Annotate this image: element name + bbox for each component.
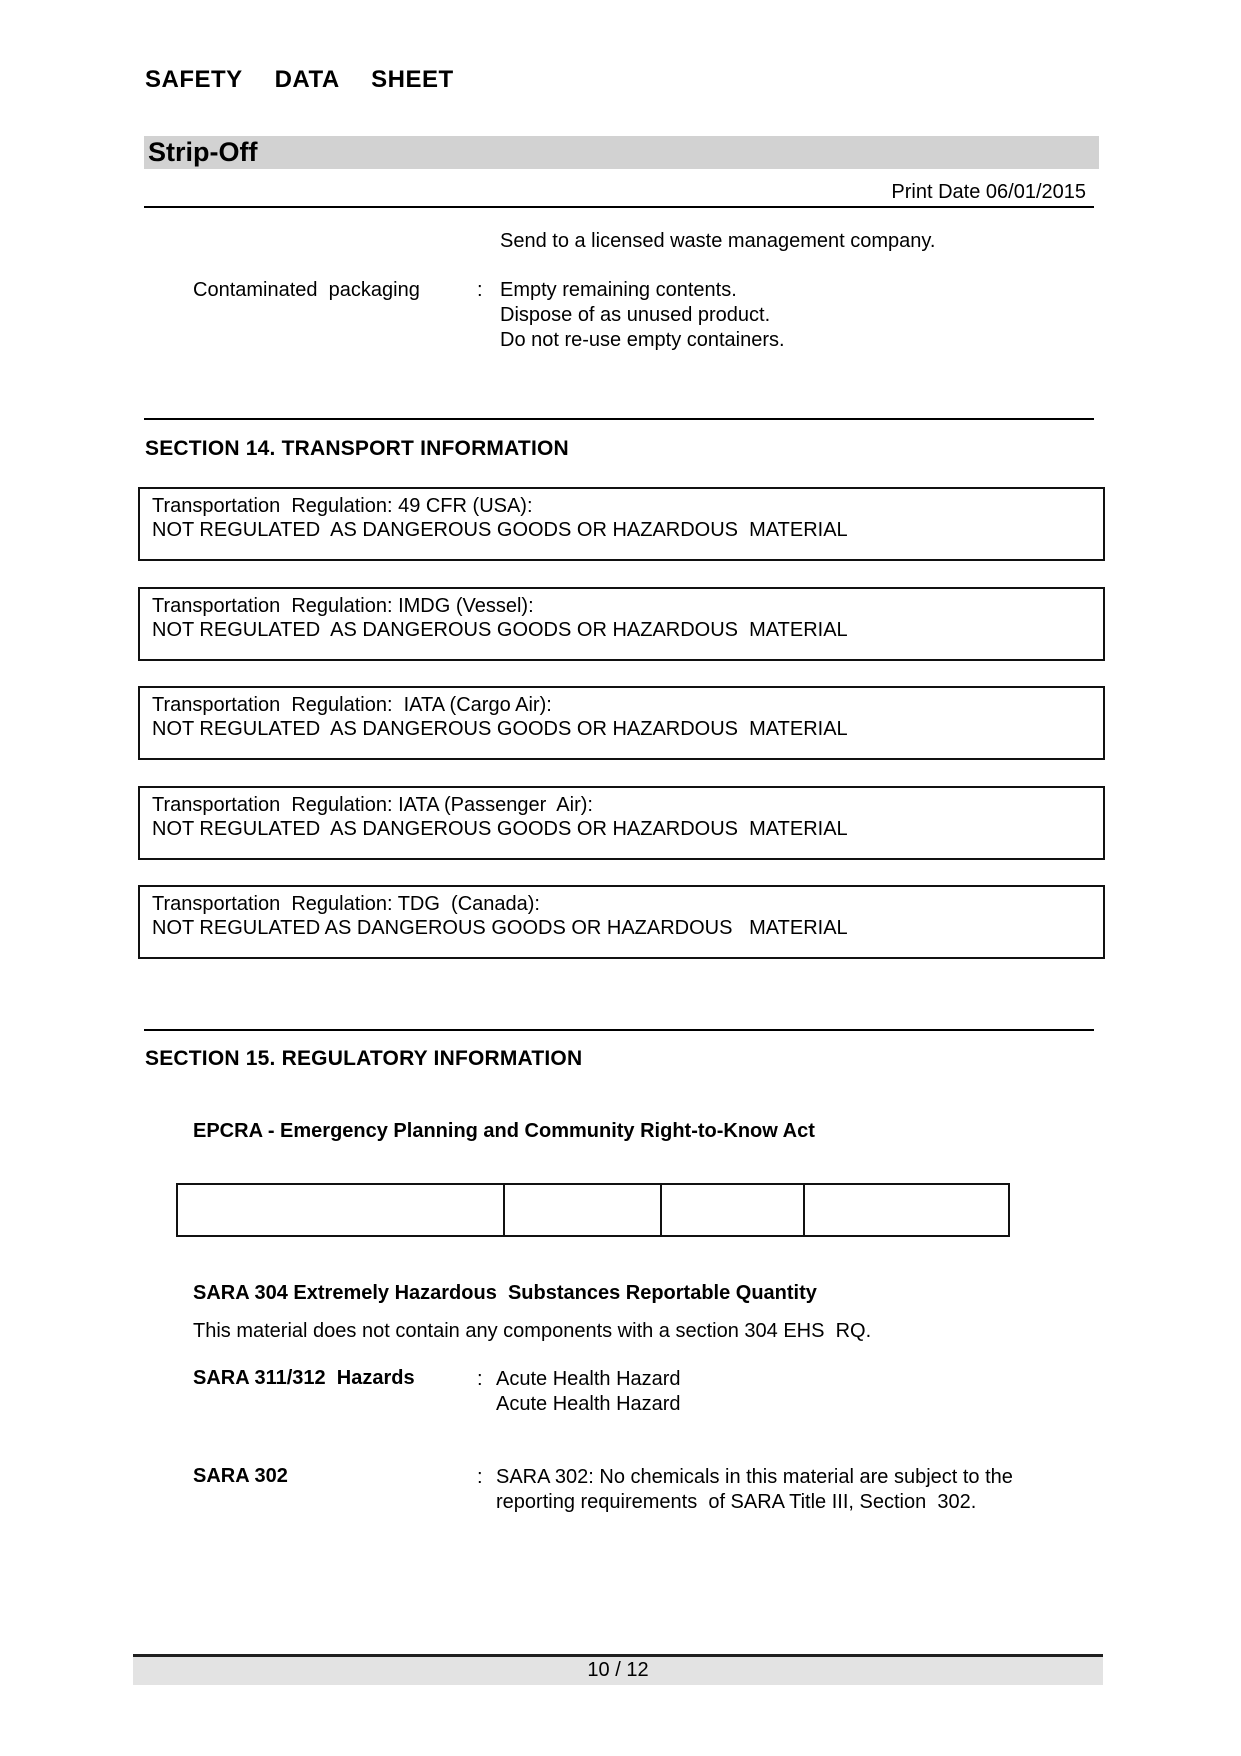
transport-regulation-status: NOT REGULATED AS DANGEROUS GOODS OR HAZARDOUS MATERIAL <box>152 718 848 740</box>
sara-311-312-colon: : <box>477 1368 483 1390</box>
sara-311-312-value: Acute Health Hazard <box>496 1368 681 1390</box>
document-title: SAFETY DATA SHEET <box>145 66 454 93</box>
sara-311-312-label: SARA 311/312 Hazards <box>193 1367 415 1389</box>
transport-regulation-status: NOT REGULATED AS DANGEROUS GOODS OR HAZARDOUS MATERIAL <box>152 619 848 641</box>
transport-regulation-status: NOT REGULATED AS DANGEROUS GOODS OR HAZARDOUS MATERIAL <box>152 519 848 541</box>
contaminated-packaging-line: Do not re-use empty containers. <box>500 329 785 351</box>
transport-regulation-status: NOT REGULATED AS DANGEROUS GOODS OR HAZARDOUS MATERIAL <box>152 917 848 939</box>
section-14-divider <box>144 418 1094 420</box>
sara-302-statement <box>496 1465 1013 1515</box>
transport-regulation-status: NOT REGULATED AS DANGEROUS GOODS OR HAZARDOUS MATERIAL <box>152 818 848 840</box>
epcra-table-cell <box>178 1185 505 1235</box>
sara-304-heading: SARA 304 Extremely Hazardous Substances Reportable Quantity <box>193 1282 817 1304</box>
sara-311-312-values <box>496 1367 681 1417</box>
section-15-divider <box>144 1029 1094 1031</box>
transport-regulation-title: Transportation Regulation: TDG (Canada): <box>152 893 540 915</box>
header-divider <box>144 206 1094 208</box>
transport-regulation-title: Transportation Regulation: IATA (Passenger Air): <box>152 794 593 816</box>
transport-regulation-box-tdg <box>138 885 1105 959</box>
transport-regulation-title: Transportation Regulation: 49 CFR (USA): <box>152 495 533 517</box>
sara-302-statement-line: SARA 302: No chemicals in this material are subject to the <box>496 1466 1013 1488</box>
product-title-bar <box>144 136 1099 169</box>
contaminated-packaging-colon: : <box>477 279 483 301</box>
sara-304-statement: This material does not contain any components with a section 304 EHS RQ. <box>193 1320 872 1342</box>
sara-302-label: SARA 302 <box>193 1465 288 1487</box>
epcra-table <box>176 1183 1010 1237</box>
page-number-indicator: 10 / 12 <box>587 1659 649 1681</box>
contaminated-packaging-values <box>500 278 785 353</box>
disposal-intro-line: Send to a licensed waste management company. <box>500 230 936 252</box>
transport-regulation-title: Transportation Regulation: IATA (Cargo Air): <box>152 694 552 716</box>
transport-regulation-box-imdg <box>138 587 1105 661</box>
page-footer-bar <box>133 1654 1103 1685</box>
epcra-table-cell <box>505 1185 662 1235</box>
epcra-table-cell <box>662 1185 805 1235</box>
transport-regulation-box-iata-cargo <box>138 686 1105 760</box>
transport-regulation-title: Transportation Regulation: IMDG (Vessel): <box>152 595 534 617</box>
transport-regulation-box-iata-passenger <box>138 786 1105 860</box>
contaminated-packaging-label: Contaminated packaging <box>193 279 420 301</box>
epcra-table-cell <box>805 1185 1008 1235</box>
epcra-heading: EPCRA - Emergency Planning and Community Right-to-Know Act <box>193 1120 815 1142</box>
section-15-heading: SECTION 15. REGULATORY INFORMATION <box>145 1047 583 1070</box>
sara-302-colon: : <box>477 1466 483 1488</box>
sara-311-312-value: Acute Health Hazard <box>496 1393 681 1415</box>
contaminated-packaging-line: Empty remaining contents. <box>500 279 737 301</box>
print-date: Print Date 06/01/2015 <box>891 181 1086 203</box>
sara-302-statement-line: reporting requirements of SARA Title III, Section 302. <box>496 1491 977 1513</box>
contaminated-packaging-line: Dispose of as unused product. <box>500 304 771 326</box>
transport-regulation-box-49cfr <box>138 487 1105 561</box>
product-name: Strip-Off <box>148 137 258 167</box>
section-14-heading: SECTION 14. TRANSPORT INFORMATION <box>145 437 569 460</box>
